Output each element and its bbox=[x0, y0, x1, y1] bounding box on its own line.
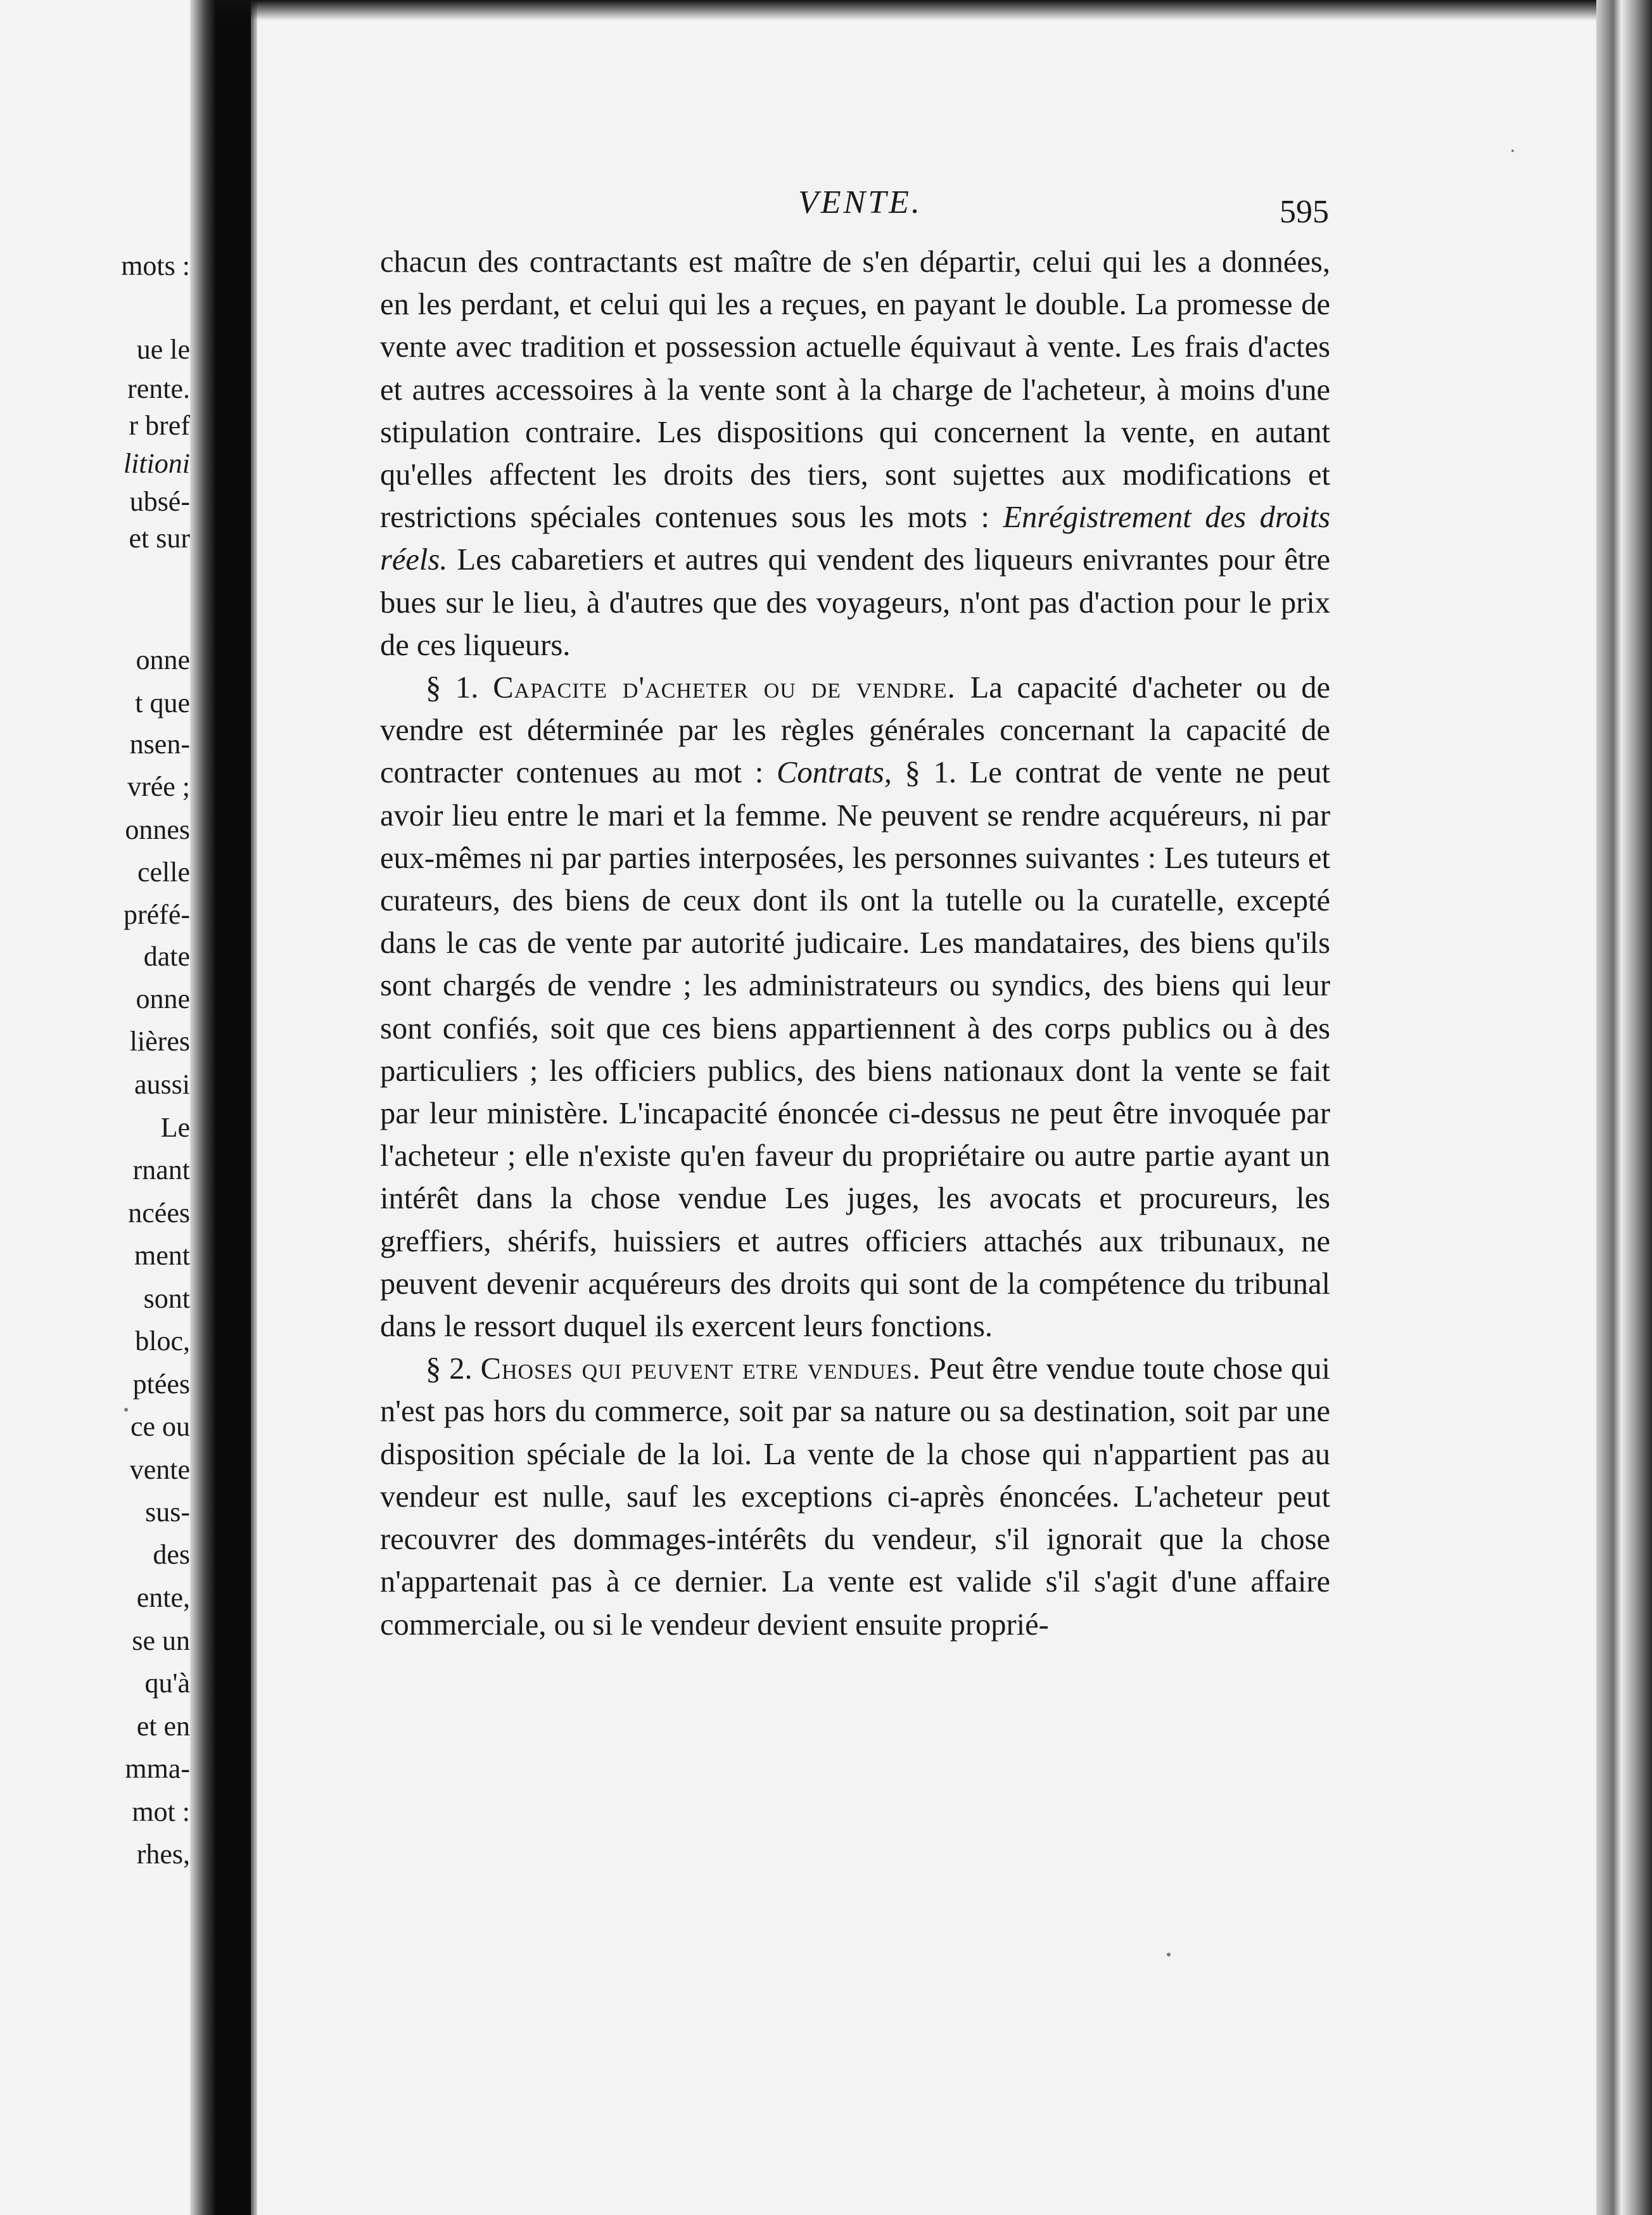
facing-page-line: lières bbox=[129, 1026, 190, 1057]
italic-reference: Enrégistrement des droits réels. bbox=[380, 501, 1331, 577]
facing-page-line: ubsé- bbox=[129, 486, 190, 517]
paper-speck bbox=[1511, 150, 1514, 152]
facing-page-line: aussi bbox=[134, 1069, 190, 1100]
facing-page-line: ment bbox=[134, 1240, 190, 1271]
section-heading: Capacite d'acheter ou de vendre. bbox=[493, 671, 956, 705]
section-number: § 1. bbox=[426, 671, 479, 705]
page-number: 595 bbox=[1280, 194, 1329, 230]
facing-page-line: celle bbox=[137, 857, 190, 888]
facing-page-line: Le bbox=[160, 1112, 190, 1143]
facing-page-line: mot : bbox=[132, 1796, 190, 1827]
paragraph-continuation bbox=[380, 241, 1330, 667]
facing-page-line: mots : bbox=[121, 250, 190, 281]
facing-page-line: ente, bbox=[136, 1582, 190, 1613]
facing-page-line: sont bbox=[143, 1283, 190, 1314]
facing-page-line: se un bbox=[132, 1625, 190, 1656]
spine-edge bbox=[251, 0, 257, 2215]
facing-page-line: vrée ; bbox=[127, 771, 190, 802]
body-text: Peut être vendue toute chose qui n'est pas hors du commerce, soit par sa nature ou sa destination, soit par une disposition spéciale de la loi. La vente de la chose qui n'appartient pas au vendeur est nulle, sauf les exceptions ci-après énoncées. L'acheteur peut recouvrer des dommages-intérêts du vendeur, s'il ignorait que la chose n'appartenait pas à ce dernier. La vente est valide s'il s'agit d'une affaire commerciale, ou si le vendeur devient ensuite proprié- bbox=[380, 1352, 1331, 1642]
body-text: § 1. Le contrat de vente ne peut avoir lieu entre le mari et la femme. Ne peuvent se rendre acquéreurs, ni par eux-mêmes ni par parties interposées, les personnes suivantes : Les tuteurs et curateurs, des biens de ceux dont ils ont la tutelle ou la curatelle, excepté dans le cas de vente par autorité judicaire. Les mandataires, des biens qu'ils sont chargés de vendre ; les administrateurs ou syndics, des biens qui leur sont confiés, soit que ces biens appartiennent à des corps publics ou à des particuliers ; les officiers publics, des biens nationaux dont la vente se fait par leur ministère. L'incapacité énoncée ci-dessus ne peut être invoquée par l'acheteur ; elle n'existe qu'en faveur du propriétaire ou autre partie ayant un intérêt dans la chose vendue Les juges, les avocats et procureurs, les greffiers, shérifs, huissiers et autres officiers attachés aux tribunaux, ne peuvent devenir acquéreurs des droits qui sont de la compétence du tribunal dans le ressort duquel ils exercent leurs fonctions. bbox=[380, 756, 1331, 1344]
facing-page-line: r bref bbox=[129, 410, 190, 441]
facing-page-line: ptées bbox=[132, 1369, 190, 1400]
facing-page-line: vente bbox=[129, 1454, 190, 1485]
facing-page-line: et sur bbox=[129, 523, 190, 554]
section-1 bbox=[380, 667, 1330, 1348]
gutter-shadow bbox=[190, 0, 215, 2215]
top-shadow bbox=[215, 0, 1652, 20]
facing-page-line: mma- bbox=[125, 1753, 190, 1784]
running-title: VENTE. bbox=[798, 184, 922, 220]
section-heading: Choses qui peuvent etre vendues. bbox=[480, 1352, 921, 1386]
paper-speck bbox=[1167, 1953, 1171, 1956]
facing-page-line: t que bbox=[135, 687, 190, 718]
facing-page-line: des bbox=[153, 1539, 190, 1570]
page-edge-right bbox=[1596, 0, 1652, 2215]
facing-page-line: bloc, bbox=[135, 1325, 190, 1356]
book-spine bbox=[215, 0, 251, 2215]
facing-page-line: qu'à bbox=[144, 1668, 190, 1699]
facing-page-line: onne bbox=[136, 983, 190, 1014]
facing-page-line: rnant bbox=[132, 1154, 190, 1185]
facing-page-line: préfé- bbox=[123, 899, 190, 930]
body-text: Les cabaretiers et autres qui vendent des liqueurs enivrantes pour être bues sur le lieu, à d'autres que des voyageurs, n'ont pas d'action pour le prix de ces liqueurs. bbox=[380, 543, 1330, 662]
facing-page-line: ce ou bbox=[130, 1411, 190, 1442]
body-text: chacun des contractants est maître de s'en départir, celui qui les a données, en les perdant, et celui qui les a reçues, en payant le double. La promesse de vente avec tradition et possession actuelle équivaut à vente. Les frais d'actes et autres accessoires à la vente sont à la charge de l'acheteur, à moins d'une stipulation contraire. Les dispositions qui concernent la vente, en autant qu'elles affectent les droits des tiers, sont sujettes aux modifications et restrictions spéciales contenues sous les mots : bbox=[380, 245, 1330, 535]
page-body bbox=[380, 241, 1330, 1646]
facing-page-line: nsen- bbox=[129, 729, 190, 760]
facing-page-line: ue le bbox=[136, 334, 190, 365]
body-text: La capacité d'acheter ou de vendre est déterminée par les règles générales concernant la capacité de contracter contenues au mot : bbox=[380, 671, 1331, 790]
facing-page-line: rhes, bbox=[136, 1839, 190, 1870]
facing-page-line: rente. bbox=[127, 373, 190, 404]
facing-page-fragment bbox=[0, 0, 209, 2215]
facing-page-line: sus- bbox=[145, 1497, 190, 1528]
italic-reference: Contrats, bbox=[776, 756, 892, 790]
facing-page-line: litioni bbox=[123, 448, 190, 479]
facing-page-line: onnes bbox=[125, 814, 190, 845]
facing-page-line: date bbox=[143, 941, 190, 972]
facing-page-line: ncées bbox=[128, 1197, 190, 1229]
section-number: § 2. bbox=[426, 1352, 473, 1386]
paper-speck bbox=[124, 1408, 128, 1412]
facing-page-line: et en bbox=[136, 1711, 190, 1742]
facing-page-line: onne bbox=[136, 644, 190, 675]
section-2 bbox=[380, 1348, 1330, 1645]
